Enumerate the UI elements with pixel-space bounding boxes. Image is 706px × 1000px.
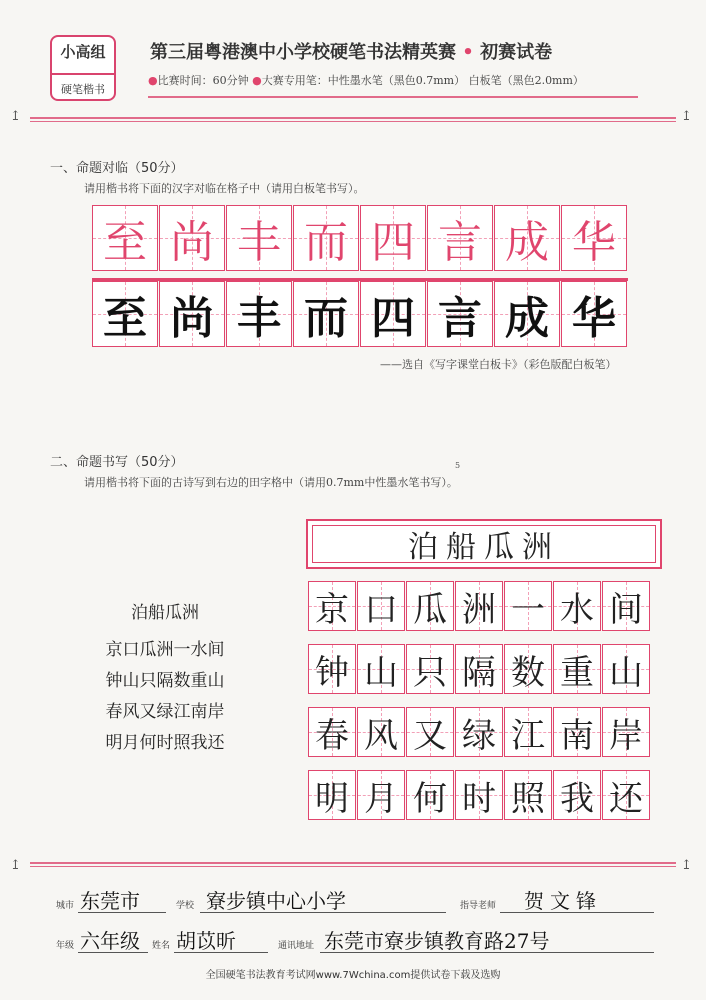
writing-cell[interactable] [602, 770, 650, 820]
writing-cell[interactable] [553, 644, 601, 694]
written-char: 间 [609, 589, 643, 630]
answer-char: 华 [572, 293, 616, 344]
writing-row [308, 770, 651, 820]
model-char: 尚 [170, 217, 214, 268]
school-value[interactable]: 寮步镇中心小学 [206, 889, 346, 913]
writing-row [308, 581, 651, 631]
writing-cell[interactable] [455, 644, 503, 694]
answer-char: 尚 [170, 293, 214, 344]
model-char: 华 [572, 217, 616, 268]
exam-time: 比赛时间：60分钟 [157, 74, 249, 87]
poem-line: 钟山只隔数重山 [105, 671, 225, 691]
page-title [150, 38, 552, 64]
address-underline [320, 952, 654, 953]
writing-cell[interactable] [308, 644, 356, 694]
bullet-icon: ● [252, 74, 262, 87]
section2-title: 二、命题书写（50分） [50, 455, 184, 470]
writing-cell[interactable] [455, 581, 503, 631]
address-label: 通讯地址 [278, 941, 315, 951]
model-char: 成 [505, 217, 549, 268]
model-char: 四 [371, 217, 415, 268]
written-char: 瓜 [413, 589, 447, 630]
city-value[interactable]: 东莞市 [80, 889, 140, 913]
section2-instruction: 请用楷书将下面的古诗写到右边的田字格中（请用0.7mm中性墨水笔书写）。 [84, 476, 458, 489]
writing-cell[interactable] [504, 581, 552, 631]
written-char: 照 [511, 778, 545, 819]
title-main: 第三届粤港澳中小学校硬笔书法精英赛 [150, 42, 456, 63]
source-note: ——选自《写字课堂白板卡》（彩色版配白板笔） [380, 358, 617, 371]
written-char: 时 [462, 778, 496, 819]
teacher-value[interactable]: 贺文锋 [524, 889, 602, 913]
bottom-border-line-inner [30, 866, 676, 867]
model-cell [226, 205, 292, 271]
scroll-ornament-icon: ↥ [10, 109, 21, 124]
written-char: 京 [315, 589, 349, 630]
section1-instruction: 请用楷书将下面的汉字对临在格子中（请用白板笔书写）。 [84, 182, 365, 195]
written-char: 还 [609, 778, 643, 819]
answer-char: 四 [371, 293, 415, 344]
written-char: 隔 [462, 652, 496, 693]
writing-cell[interactable] [504, 644, 552, 694]
written-char: 明 [315, 778, 349, 819]
copy-model-row [92, 205, 628, 271]
written-char: 山 [609, 652, 643, 693]
writing-row [308, 707, 651, 757]
answer-cell[interactable] [561, 281, 627, 347]
model-cell [360, 205, 426, 271]
written-char: 口 [364, 589, 398, 630]
written-char: 又 [413, 715, 447, 756]
answer-cell[interactable] [293, 281, 359, 347]
top-border-line-inner [30, 121, 676, 122]
writing-grid [306, 519, 662, 831]
scroll-ornament-icon: ↥ [681, 109, 692, 124]
grade-underline [78, 952, 148, 953]
written-char: 只 [413, 652, 447, 693]
answer-cell[interactable] [427, 281, 493, 347]
answer-cell[interactable] [360, 281, 426, 347]
poem-block [60, 598, 270, 759]
grade-label: 年级 [56, 941, 75, 951]
city-underline [78, 912, 166, 913]
writing-cell[interactable] [602, 644, 650, 694]
answer-char: 言 [438, 293, 482, 344]
written-char: 风 [364, 715, 398, 756]
city-label: 城市 [56, 901, 75, 911]
writing-cell[interactable] [602, 581, 650, 631]
badge-group-label: 小高组 [60, 43, 106, 61]
written-char: 山 [364, 652, 398, 693]
answer-title-box[interactable] [306, 519, 662, 569]
scroll-ornament-icon: ↥ [10, 858, 21, 873]
model-char: 言 [438, 217, 482, 268]
writing-cell[interactable] [406, 644, 454, 694]
written-char: 绿 [462, 715, 496, 756]
writing-cell[interactable] [504, 707, 552, 757]
written-char: 重 [560, 652, 594, 693]
writing-cell[interactable] [553, 770, 601, 820]
answer-char: 成 [505, 293, 549, 344]
written-char: 江 [511, 715, 545, 756]
model-cell [92, 205, 158, 271]
written-char: 钟 [315, 652, 349, 693]
group-badge [50, 35, 116, 101]
title-dot: • [462, 42, 474, 63]
written-char: 春 [315, 715, 349, 756]
title-suffix: 初赛试卷 [480, 42, 553, 63]
written-char: 我 [560, 778, 594, 819]
scroll-ornament-icon: ↥ [681, 858, 692, 873]
grade-value[interactable]: 六年级 [80, 929, 140, 953]
top-border-line [30, 117, 676, 119]
page-mark: 5 [455, 461, 461, 470]
section1-title: 一、命题对临（50分） [50, 161, 184, 176]
writing-cell[interactable] [357, 770, 405, 820]
written-char: 洲 [462, 589, 496, 630]
written-char: 一 [511, 589, 545, 630]
answer-cell[interactable] [226, 281, 292, 347]
teacher-underline [500, 912, 654, 913]
teacher-label: 指导老师 [460, 901, 497, 911]
answer-title: 泊船瓜洲 [408, 530, 560, 565]
written-char: 岸 [609, 715, 643, 756]
writing-cell[interactable] [553, 581, 601, 631]
header-divider [148, 96, 638, 98]
model-cell [427, 205, 493, 271]
written-char: 月 [364, 778, 398, 819]
writing-row [308, 644, 651, 694]
exam-pens: 大赛专用笔：中性墨水笔（黑色0.7mm） 白板笔（黑色2.0mm） [261, 74, 584, 87]
footer-note: 全国硬笔书法教育考试网www.7Wchina.com提供试卷下载及选购 [205, 970, 501, 981]
answer-char: 至 [103, 293, 147, 344]
writing-cell[interactable] [455, 707, 503, 757]
writing-cell[interactable] [308, 707, 356, 757]
copy-answer-row [92, 278, 628, 347]
poem-line: 明月何时照我还 [105, 733, 225, 753]
name-value[interactable]: 胡苡昕 [176, 929, 236, 953]
name-label: 姓名 [152, 941, 171, 951]
writing-cell[interactable] [406, 581, 454, 631]
exam-info [148, 72, 584, 88]
answer-char: 丰 [237, 293, 281, 344]
writing-cell[interactable] [553, 707, 601, 757]
model-char: 至 [103, 217, 147, 268]
written-char: 数 [511, 652, 545, 693]
answer-cell[interactable] [159, 281, 225, 347]
answer-cell[interactable] [494, 281, 560, 347]
school-underline [200, 912, 446, 913]
written-char: 何 [413, 778, 447, 819]
model-cell [293, 205, 359, 271]
writing-cell[interactable] [504, 770, 552, 820]
model-cell [561, 205, 627, 271]
model-cell [494, 205, 560, 271]
bullet-icon: ● [148, 74, 158, 87]
writing-cell[interactable] [406, 770, 454, 820]
writing-cell[interactable] [455, 770, 503, 820]
writing-cell[interactable] [308, 770, 356, 820]
bottom-border-line [30, 862, 676, 864]
answer-char: 而 [304, 293, 348, 344]
answer-cell[interactable] [92, 281, 158, 347]
model-char: 丰 [237, 217, 281, 268]
address-value[interactable]: 东莞市寮步镇教育路27号 [324, 929, 550, 953]
model-cell [159, 205, 225, 271]
writing-cell[interactable] [406, 707, 454, 757]
school-label: 学校 [176, 901, 195, 911]
writing-cell[interactable] [602, 707, 650, 757]
writing-cell[interactable] [308, 581, 356, 631]
writing-cell[interactable] [357, 644, 405, 694]
model-char: 而 [304, 217, 348, 268]
name-underline [174, 952, 268, 953]
written-char: 南 [560, 715, 594, 756]
writing-cell[interactable] [357, 707, 405, 757]
written-char: 水 [560, 589, 594, 630]
poem-line: 京口瓜洲一水间 [105, 640, 225, 660]
poem-title: 泊船瓜洲 [131, 603, 199, 623]
badge-style-label: 硬笔楷书 [52, 73, 114, 97]
writing-cell[interactable] [357, 581, 405, 631]
poem-line: 春风又绿江南岸 [105, 702, 225, 722]
